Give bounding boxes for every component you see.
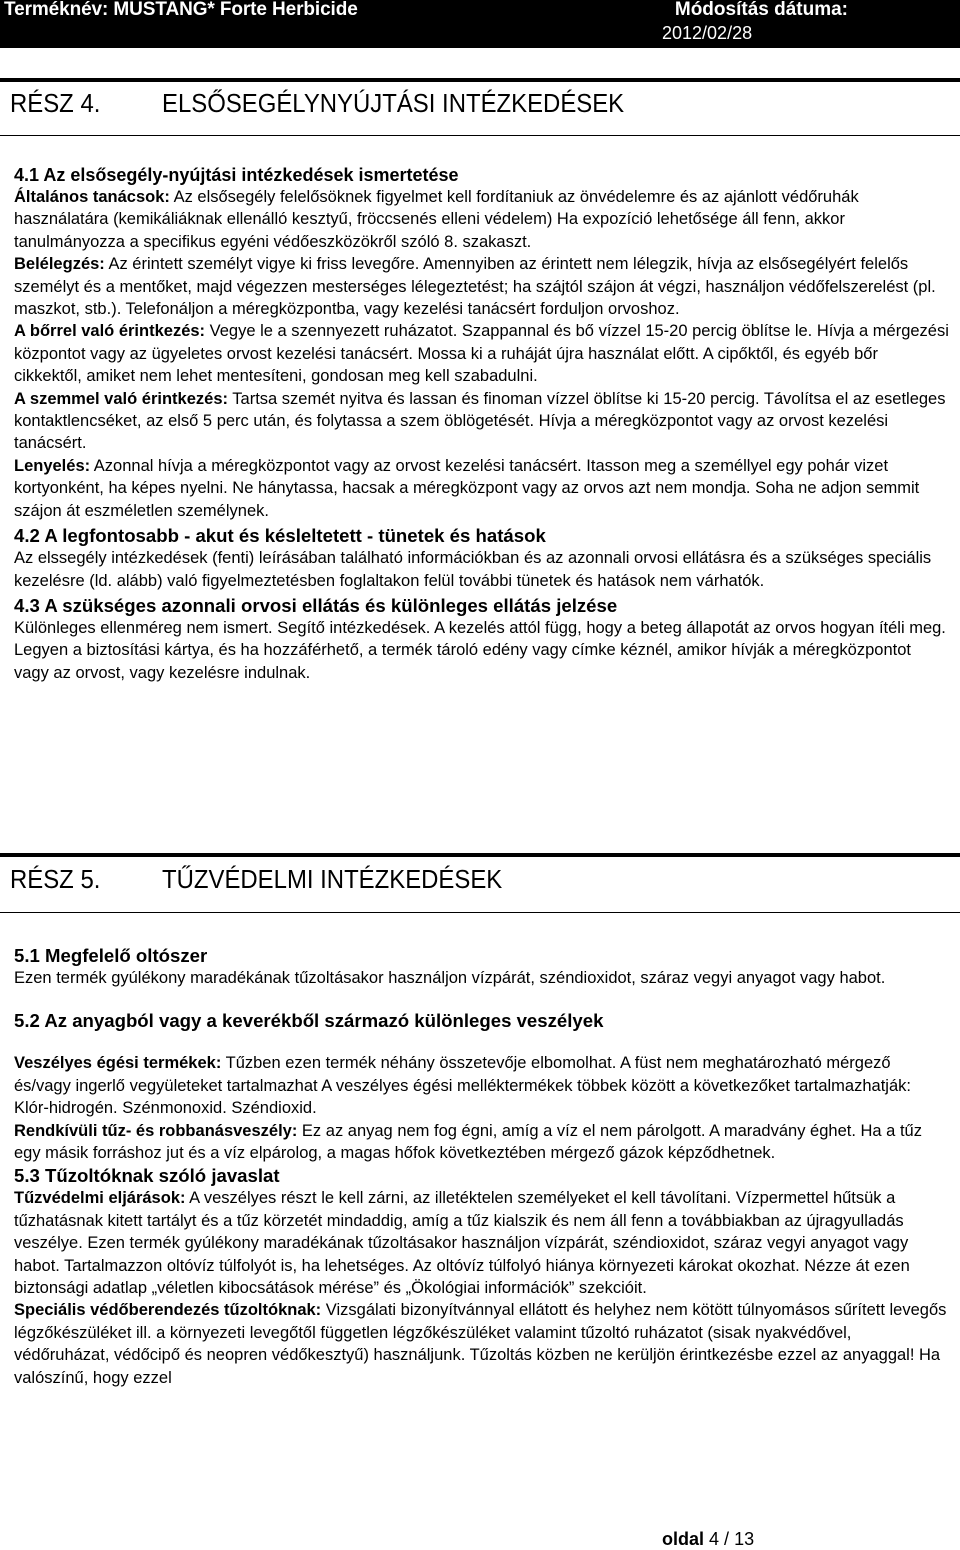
section-5-title: TŰZVÉDELMI INTÉZKEDÉSEK: [162, 864, 503, 894]
firefighting-procedures: [14, 1187, 949, 1299]
inhalation-text: Az érintett személyt vigye ki friss levegőre. Amennyiben az érintett nem lélegzik, hívja az elsősegélyért felelős személyt és a mentőket, majd végezzen mesterséges lélegeztetést; ha szájtól szájon át végzi, használjon védőfelszerelést (pl. maszkot, stb.). Telefonáljon a méregközpontba, vagy kezelési tanácsért forduljon orvoshoz.: [14, 255, 936, 319]
firefighter-ppe: [14, 1299, 949, 1389]
subsection-5-3-title: 5.3 Tűzoltóknak szóló javaslat: [14, 1165, 280, 1187]
page-separator: /: [719, 1529, 735, 1549]
ingestion: [14, 455, 949, 522]
subsection-5-1-text: Ezen termék gyúlékony maradékának tűzoltásakor használjon vízpárát, széndioxidot, száraz vegyi anyagot vagy habot.: [14, 969, 886, 987]
skin-contact: [14, 320, 949, 387]
firefighter-ppe-text: Vizsgálati bizonyítvánnyal ellátott és helyhez nem kötött túlnyomásos sűrített levegős légzőkészüléket ill. a környezeti levegőtől független légzőkészüléket valamint tűzoltó ruházatot (sisak nyakvédővel, védőruházat, védőcipő és neopren védőkesztyű) használjunk. Tűzoltás közben ne kerüljön érintkezésbe ezzel az anyaggal! Ha valószínű, hogy ezzel: [14, 1301, 947, 1387]
ingestion-text: Azonnal hívja a méregközpontot vagy az orvost kezelési tanácsért. Itasson meg a személlyel egy pohár vizet kortyonként, ha képes nyelni. Ne hánytassa, hacsak a méregközpont vagy az orvos azt nem mondja. Soha ne adjon semmit szájon át eszméletlen személynek.: [14, 456, 920, 520]
eye-contact-label: A szemmel való érintkezés:: [14, 389, 228, 408]
subsection-4-3-text: Különleges ellenméreg nem ismert. Segítő intézkedések. A kezelés attól függ, hogy a beteg állapotát az orvos hogyan ítéli meg. Legyen a biztosítási kártya, és ha hozzáférhető, a termék tároló edény vagy címke kéznél, amikor hívják a méregközpontot vagy az orvost, vagy kezelésre indulnak.: [14, 618, 946, 682]
document-header: [0, 0, 960, 48]
fire-explosion-hazard: [14, 1120, 949, 1165]
section-4-body: [14, 164, 949, 684]
combustion-products: [14, 1052, 949, 1119]
section-5-number: RÉSZ 5.: [10, 864, 101, 894]
fire-explosion-hazard-label: Rendkívüli tűz- és robbanásveszély:: [14, 1121, 298, 1140]
firefighting-procedures-label: Tűzvédelmi eljárások:: [14, 1189, 186, 1208]
page-number: [662, 1529, 754, 1550]
subsection-4-3-title: 4.3 A szükséges azonnali orvosi ellátás és különleges ellátás jelzése: [14, 594, 618, 616]
subsection-5-1-title: 5.1 Megfelelő oltószer: [14, 945, 208, 966]
subsection-4-2-title: 4.2 A legfontosabb - akut és késleltetett - tünetek és hatások: [14, 525, 546, 547]
fire-explosion-hazard-text: Ez az anyag nem fog égni, amíg a víz el nem párolgott. A maradvány éghet. Ha a tűz egy másik forráshoz jut és a víz elpárolog, a magas hőfok következtében mérgező gázok képződhetnek.: [14, 1121, 922, 1163]
general-advice-label: Általános tanácsok:: [14, 188, 170, 206]
revision-date: 2012/02/28: [662, 23, 753, 43]
subsection-5-2-title: 5.2 Az anyagból vagy a keverékből származó különleges veszélyek: [14, 1010, 604, 1032]
revision-date-label: Módosítás dátuma:: [674, 0, 848, 20]
inhalation: [14, 253, 949, 320]
firefighting-procedures-text: A veszélyes részt le kell zárni, az illetéktelen személyeket el kell távolítani. Vízpermettel hűtsük a tűzhatásnak kitett tartályt és a tűz körzetét mindaddig, amíg a tűz kialszik és nem áll fenn a továbbiakban az újragyulladás veszélye. Ezen termék gyúlékony maradékának tűzoltásakor használjon vízpárát, széndioxidot, száraz vegyi anyagot vagy habot. Tartalmazzon oltóvíz túlfolyót is, ha lehetséges. Az oltóvíz túlfolyó hiánya környezeti károkat okozhat. Nézze át ezen biztonsági adatlap „véletlen kibocsátások mérése” és „Ökológiai információk” szekcióit.: [14, 1189, 910, 1298]
page-label: oldal: [662, 1529, 705, 1549]
combustion-products-text: Tűzben ezen termék néhány összetevője elbomolhat. A füst nem meghatározható mérgező és/vagy ingerlő vegyületeket tartalmazhat A veszélyes égési melléktermékek többek között a következőket tartalmazhatják: Klór-hidrogén. Szénmonoxid. Széndioxid.: [14, 1054, 911, 1118]
section-divider-top: [0, 853, 960, 857]
section-4-title: ELSŐSEGÉLYNYÚJTÁSI INTÉZKEDÉSEK: [162, 88, 625, 118]
section-4-number: RÉSZ 4.: [10, 88, 101, 118]
subsection-4-1-title: 4.1 Az elsősegély-nyújtási intézkedések ismertetése: [14, 165, 459, 185]
product-name: Terméknév: MUSTANG* Forte Herbicide: [4, 0, 358, 20]
ingestion-label: Lenyelés:: [14, 456, 91, 475]
total-pages: 13: [734, 1529, 755, 1549]
section-5-body: [14, 944, 949, 1389]
section-divider-bottom: [0, 912, 960, 913]
inhalation-label: Belélegzés:: [14, 255, 105, 274]
skin-contact-text: Vegye le a szennyezett ruházatot. Szappannal és bő vízzel 15-20 percig öblítse le. Hívja a mérgezési központot vagy az ügyeletes orvost kezelési tanácsért. Mossa ki a ruháját újra használat előtt. A cipőktől, és egyéb bőr cikkektől, amiket nem lehet mentesíteni, gondosan meg kell szabadulni.: [14, 322, 949, 386]
general-advice: [14, 186, 949, 253]
skin-contact-label: A bőrrel való érintkezés:: [14, 322, 206, 341]
combustion-products-label: Veszélyes égési termékek:: [14, 1054, 222, 1073]
general-advice-text: Az elsősegély felelősöknek figyelmet kell fordítaniuk az önvédelemre és az ajánlott védőruhák használatára (kemikáliáknak ellenálló kesztyű, fröccsenés elleni védelem) Ha expozíció lehetősége áll fenn, akkor tanulmányozza a specifikus egyéni védőeszközökről szóló 8. szakaszt.: [14, 188, 859, 251]
firefighter-ppe-label: Speciális védőberendezés tűzoltóknak:: [14, 1301, 322, 1320]
eye-contact-text: Tartsa szemét nyitva és lassan és finoman vízzel öblítse ki 15-20 percig. Távolítsa el az esetleges kontaktlencséket, az első 5 perc után, és folytassa a szem öblögetését. Hívja a méregközpontot vagy az orvost kezelési tanácsért.: [14, 389, 946, 453]
section-divider-bottom: [0, 135, 960, 136]
subsection-4-2-text: Az elssegély intézkedések (fenti) leírásában található információkban és az azonnali orvosi ellátásra és a szükséges speciális kezelésre (ld. alább) való figyelmeztetésben foglaltakon felül további tünetek és hatások nem várhatók.: [14, 549, 932, 590]
eye-contact: [14, 388, 949, 455]
section-divider-top: [0, 78, 960, 82]
current-page: 4: [709, 1529, 720, 1549]
